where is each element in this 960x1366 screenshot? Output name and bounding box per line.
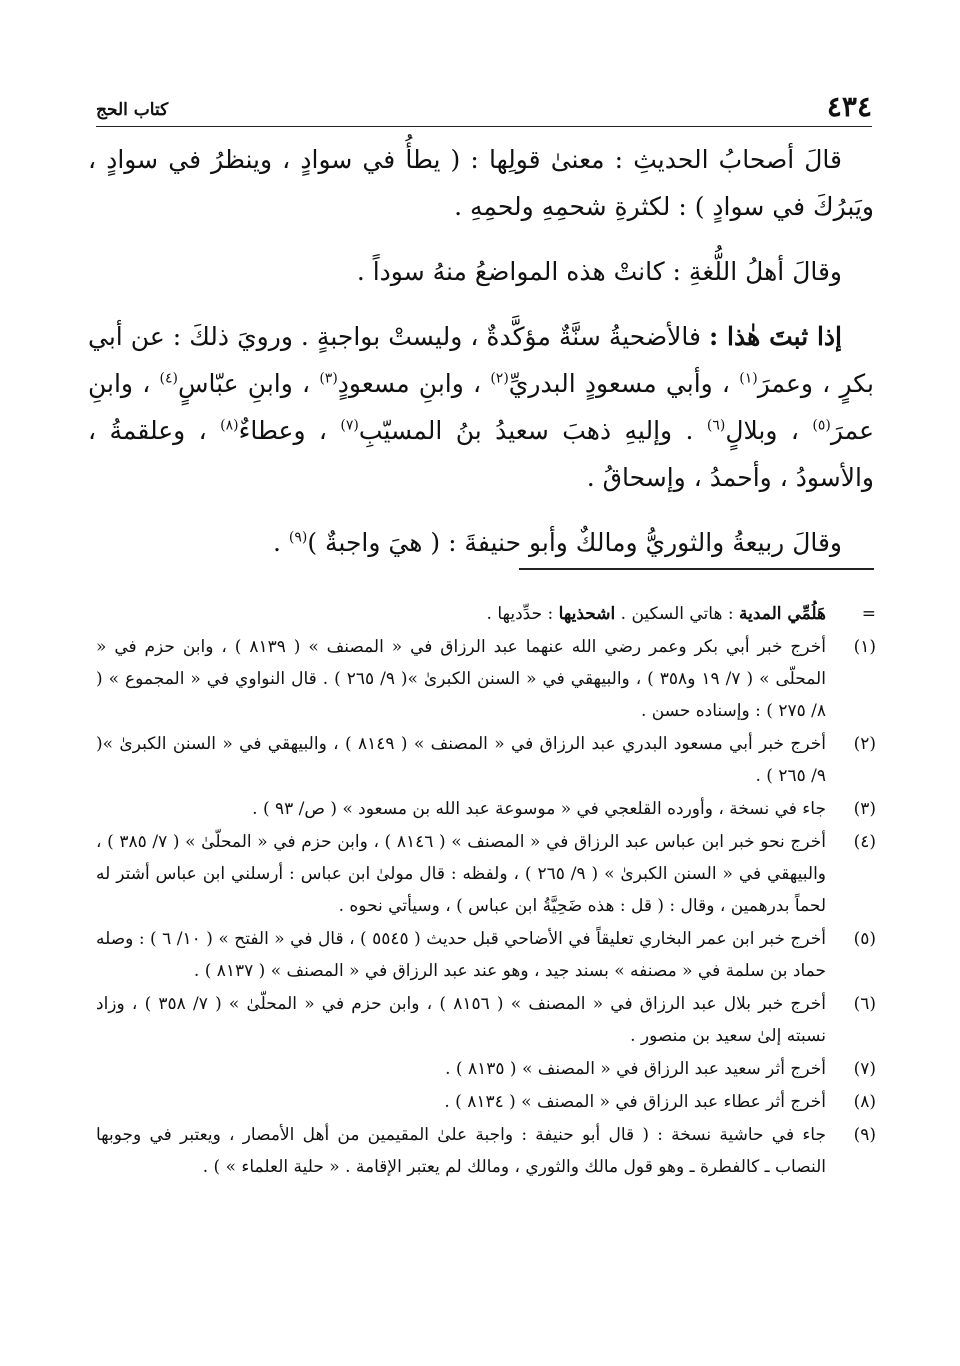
footnote-ref-2[interactable]: (٢) bbox=[490, 370, 509, 387]
footnote-ref-1[interactable]: (١) bbox=[739, 370, 758, 387]
footnote-number: (٢) bbox=[853, 734, 876, 754]
footnote-8 bbox=[96, 1086, 876, 1118]
footnote-text: جاء في حاشية نسخة : ( قال أبو حنيفة : واجبة علىٰ المقيمين من أهل الأمصار ، ويعتبر في وجوبها النصاب ـ كالفطرة ـ وهو قول مالك والثوري ، ومالك لم يعتبر الإقامة . « حلية العلماء » ) . bbox=[96, 1125, 826, 1177]
footnote-text: أخرج خبر أبي مسعود البدري عبد الرزاق في « المصنف » ( ٨١٤٩ ) ، والبيهقي في « السنن الكبرىٰ »( ٩/ ٢٦٥ ) . bbox=[96, 734, 827, 786]
footnote-number: (٦) bbox=[853, 994, 876, 1014]
paragraph-1: قالَ أصحابُ الحديثِ : معنىٰ قولِها : ( يطأُ في سوادٍ ، وينظرُ في سوادٍ ، ويَبرُكَ في سوادٍ ) : لكثرةِ شحمِهِ ولحمِهِ . bbox=[88, 145, 874, 221]
footnote-text: أخرج نحو خبر ابن عباس عبد الرزاق في « المصنف » ( ٨١٤٦ ) ، وابن حزم في « المحلّىٰ » ( ٧/ ٣٨٥ ) ، والبيهقي في « السنن الكبرىٰ » ( ٩/ ٢٦٥ ) ، ولفظه : قال مولىٰ ابن عباس : أرسلني ابن عباس أشتر له لحماً بدرهمين ، وقال : ( قل : هذه ضَحِيَّةُ ابن عباس ) ، وسيأتي نحوه . bbox=[96, 832, 827, 916]
footnote-3 bbox=[96, 793, 876, 825]
footnote-6 bbox=[96, 988, 876, 1052]
paragraph-2: وقالَ أهلُ اللُّغةِ : كانتْ هذه المواضعُ منهُ سوداً . bbox=[356, 257, 842, 286]
footnote-text: أخرج أثر عطاء عبد الرزاق في « المصنف » ( ٨١٣٤ ) . bbox=[444, 1092, 826, 1112]
footnote-number: (٥) bbox=[853, 929, 876, 949]
paragraph-4: وقالَ ربيعةُ والثوريُّ ومالكٌ وأبو حنيفةَ : ( هيَ واجبةٌ )$^{(٩)}$ . bbox=[272, 528, 842, 557]
footnote-number: (٧) bbox=[853, 1059, 876, 1079]
footnote-ref-3[interactable]: (٣) bbox=[319, 370, 338, 387]
footnote-ref-7[interactable]: (٧) bbox=[340, 417, 359, 434]
footnote-number: (٣) bbox=[853, 799, 876, 819]
footnote-5 bbox=[96, 923, 876, 987]
footnotes bbox=[96, 598, 876, 1184]
footnote-2 bbox=[96, 728, 876, 792]
footnote-carryover: = هَلُمِّي المدية : هاتي السكين . اشحذيها : حدِّديها . bbox=[96, 598, 876, 630]
footnote-text: أخرج خبر بلال عبد الرزاق في « المصنف » ( ٨١٥٦ ) ، وابن حزم في « المحلّىٰ » ( ٧/ ٣٥٨ ) ، وزاد نسبته إلىٰ سعيد بن منصور . bbox=[96, 994, 826, 1046]
lead-phrase: إذا ثبتَ هٰذا : bbox=[709, 322, 842, 351]
footnote-ref-6[interactable]: (٦) bbox=[706, 417, 726, 434]
footnote-4 bbox=[96, 826, 876, 922]
footnote-1 bbox=[96, 631, 876, 727]
footnote-text: أخرج خبر أبي بكر وعمر رضي الله عنهما عبد الرزاق في « المصنف » ( ٨١٣٩ ) ، وابن حزم في « المحلّى » ( ٧/ ١٩ و٣٥٨ ) ، والبيهقي في « السنن الكبرىٰ »( ٩/ ٢٦٥ ) . قال النواوي في « المجموع » ( ٨/ ٢٧٥ ) : وإسناده حسن . bbox=[96, 637, 826, 721]
running-title: كتاب الحج bbox=[96, 100, 169, 120]
paragraph-3: إذا ثبتَ هٰذا : فالأضحيةُ سنَّةٌ مؤكَّدةٌ ، وليستْ بواجبةٍ . ورويَ ذلكَ : عن أبي بكرٍ ، وعمرَ$^{(١)}$ ، وأبي مسعودٍ البدريِّ$^{(٢)}$ ، وابنِ مسعودٍ$^{(٣)}$ ، وابنِ عبّاسٍ$^{(٤)}$ ، وابنِ عمرَ$^{(٥)}$ ، وبلالٍ$^{(٦)}$ . وإليهِ ذهبَ سعيدُ بنُ المسيّبِ$^{(٧)}$ ، وعطاءٌ$^{(٨)}$ ، وعلقمةُ ، والأسودُ ، وأحمدُ ، وإسحاقُ . bbox=[88, 322, 875, 492]
footnote-9 bbox=[96, 1119, 876, 1183]
footnote-text: أخرج أثر سعيد عبد الرزاق في « المصنف » ( ٨١٣٥ ) . bbox=[445, 1059, 826, 1079]
footnote-text: أخرج خبر ابن عمر البخاري تعليقاً في الأضاحي قبل حديث ( ٥٥٤٥ ) ، قال في « الفتح » ( ١٠/ ٦ ) : وصله حماد بن سلمة في « مصنفه » بسند جيد ، وهو عند عبد الرزاق في « المصنف » ( ٨١٣٧ ) . bbox=[96, 929, 827, 981]
main-text bbox=[88, 136, 874, 584]
footnote-7 bbox=[96, 1053, 876, 1085]
footnote-separator bbox=[519, 568, 874, 570]
footnote-ref-9[interactable]: (٩) bbox=[288, 529, 308, 546]
page-header bbox=[96, 92, 872, 127]
footnote-ref-8[interactable]: (٨) bbox=[220, 417, 239, 434]
footnote-number: (٩) bbox=[853, 1125, 876, 1145]
carryover-marker: = bbox=[861, 604, 876, 624]
footnote-ref-5[interactable]: (٥) bbox=[812, 417, 831, 434]
footnote-number: (٤) bbox=[853, 832, 876, 852]
footnote-number: (١) bbox=[853, 637, 876, 657]
footnote-text: جاء في نسخة ، وأورده القلعجي في « موسوعة عبد الله بن مسعود » ( ص/ ٩٣ ) . bbox=[252, 799, 826, 819]
footnote-number: (٨) bbox=[853, 1092, 876, 1112]
footnote-ref-4[interactable]: (٤) bbox=[159, 370, 178, 387]
page-number: ٤٣٤ bbox=[826, 90, 872, 123]
